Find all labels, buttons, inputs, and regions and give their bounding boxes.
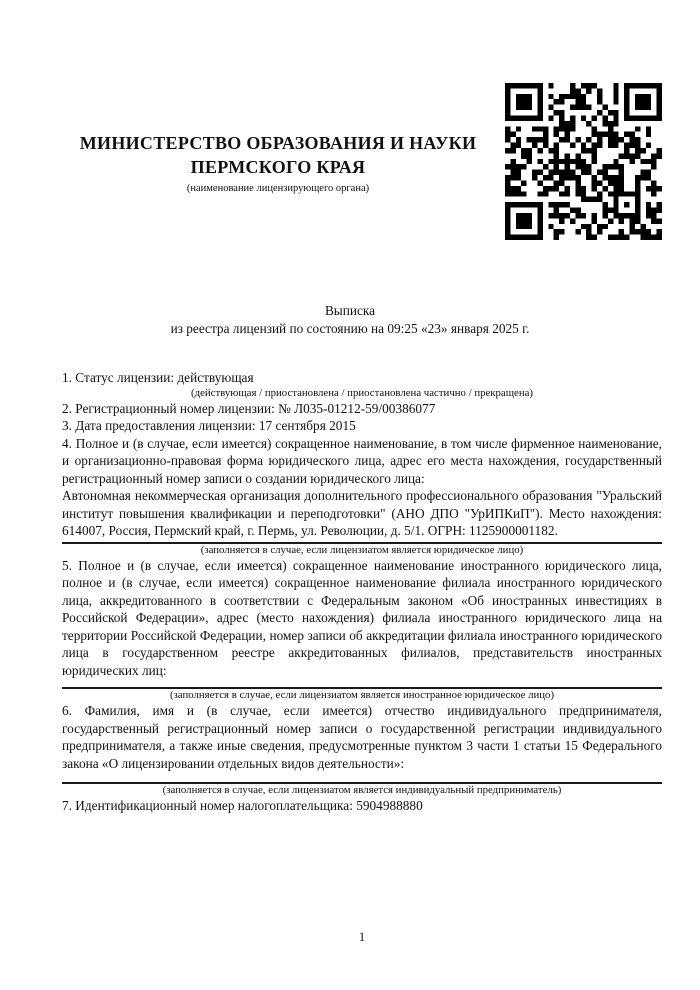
legal-entity-note: (заполняется в случае, если лицензиатом является юридическое лицо): [200, 543, 524, 556]
entrepreneur-note: (заполняется в случае, если лицензиатом является индивидуальный предприниматель): [162, 784, 562, 796]
foreign-entity-description: 5. Полное и (в случае, если имеется) сокращенное наименование иностранного юридического лица, полное и (в случае, если имеется) сокращенное наименование филиала иностранного юридического лица, аккредитованного в соответствии с Федеральным законом «Об иностранных инвестициях в Российской Федерации», адрес (место нахождения) филиала иностранного юридического лица на территории Российской Федерации, номер записи об аккредитации филиала иностранного юридического лица в государственном реестре аккредитованных филиалов, представительств иностранных юридических лиц:: [62, 557, 662, 678]
foreign-entity-note: (заполняется в случае, если лицензиатом является иностранное юридическое лицо): [169, 689, 555, 701]
licensing-authority-header: [62, 131, 494, 195]
entrepreneur-description: 6. Фамилия, имя и (в случае, если имеется) отчество индивидуального предпринимателя, государственный регистрационный номер записи о государственной регистрации индивидуального предпринимателя, а также иные сведения, предусмотренные пунктом 3 части 1 статьи 15 Федерального закона «О лицензировании отдельных видов деятельности»:: [62, 703, 662, 771]
ministry-name-line2: ПЕРМСКОГО КРАЯ: [190, 157, 366, 177]
legal-entity-description: 4. Полное и (в случае, если имеется) сокращенное наименование, в том числе фирменное наименование, и организационно-правовая форма юридического лица, адрес его места нахождения, государственный регистрационный номер записи о создании юридического лица:: [62, 435, 662, 486]
licensing-authority-note: (наименование лицензирующего органа): [186, 183, 370, 194]
grant-date-line: 3. Дата предоставления лицензии: 17 сентября 2015: [62, 418, 356, 433]
status-options-note: (действующая / приостановлена / приостановлена частично / прекращена): [191, 386, 533, 399]
page-number: 1: [358, 930, 366, 944]
license-status-line: 1. Статус лицензии: действующая: [62, 370, 254, 385]
extract-title-block: [50, 302, 650, 337]
qr-code-icon: [505, 83, 662, 240]
extract-title: Выписка: [324, 303, 376, 318]
ministry-name-line1: МИНИСТЕРСТВО ОБРАЗОВАНИЯ И НАУКИ: [79, 133, 477, 153]
extract-body: [62, 369, 662, 815]
legal-entity-value: Автономная некоммерческая организация дополнительного профессионального образования "Уральский институт повышения квалификации и переподготовки" (АНО ДПО "УрИПКиП"). Место нахождения: 614007, Россия, Пермский край, г. Пермь, ул. Революции, д. 5/1. ОГРН: 1125900001182.: [62, 488, 662, 538]
extract-subtitle: из реестра лицензий по состоянию на 09:25 «23» января 2025 г.: [170, 320, 530, 336]
inn-line: 7. Идентификационный номер налогоплательщика: 5904988880: [62, 798, 423, 813]
registration-number-line: 2. Регистрационный номер лицензии: № Л035-01212-59/00386077: [62, 400, 436, 416]
